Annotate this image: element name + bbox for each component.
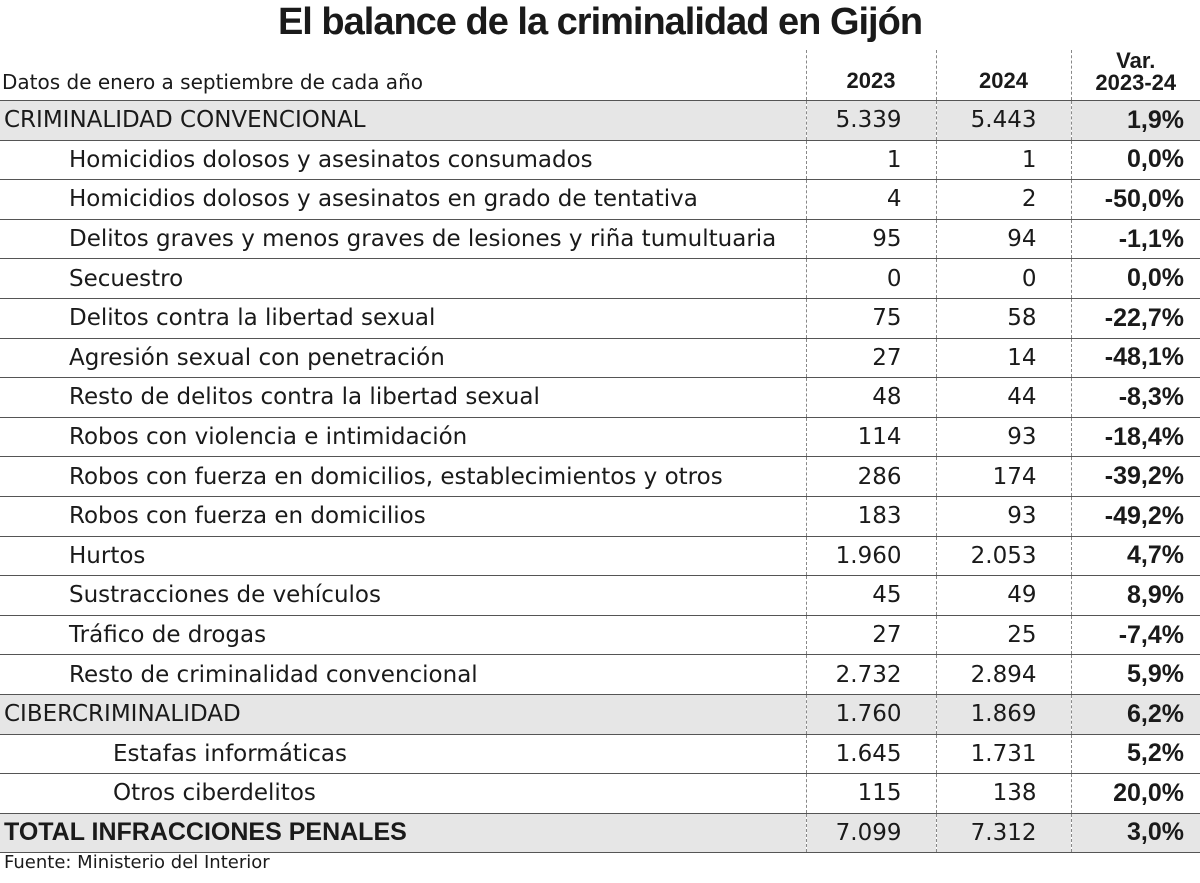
value-2023: 114 <box>806 417 936 457</box>
value-2024: 44 <box>936 378 1071 418</box>
row-label: CRIMINALIDAD CONVENCIONAL <box>0 101 806 141</box>
row-label: Sustracciones de vehículos <box>0 576 806 616</box>
column-header-2023: 2023 <box>806 50 936 101</box>
row-label: Estafas informáticas <box>0 734 806 774</box>
variation-value: 4,7% <box>1071 536 1200 576</box>
value-2024: 138 <box>936 774 1071 814</box>
row-label: Agresión sexual con penetración <box>0 338 806 378</box>
variation-value: -49,2% <box>1071 496 1200 536</box>
row-label: Homicidios dolosos y asesinatos consumados <box>0 140 806 180</box>
table-row <box>0 734 1200 774</box>
crime-table <box>0 50 1200 853</box>
total-row <box>0 813 1200 853</box>
variation-value: 0,0% <box>1071 140 1200 180</box>
table-row <box>0 576 1200 616</box>
variation-value: 3,0% <box>1071 813 1200 853</box>
table-row <box>0 774 1200 814</box>
variation-value: 0,0% <box>1071 259 1200 299</box>
value-2023: 27 <box>806 615 936 655</box>
value-2023: 1.645 <box>806 734 936 774</box>
table-row <box>0 496 1200 536</box>
value-2023: 4 <box>806 180 936 220</box>
value-2024: 2.053 <box>936 536 1071 576</box>
value-2023: 183 <box>806 496 936 536</box>
variation-value: 6,2% <box>1071 694 1200 734</box>
value-2023: 7.099 <box>806 813 936 853</box>
table-row <box>0 417 1200 457</box>
chart-title: El balance de la criminalidad en Gijón <box>277 1 923 43</box>
row-label: Delitos graves y menos graves de lesiones y riña tumultuaria <box>0 219 806 259</box>
table-row <box>0 298 1200 338</box>
row-label: Robos con fuerza en domicilios <box>0 496 806 536</box>
variation-value: -7,4% <box>1071 615 1200 655</box>
table-row <box>0 378 1200 418</box>
row-label: Tráfico de drogas <box>0 615 806 655</box>
row-label: Secuestro <box>0 259 806 299</box>
table-row <box>0 140 1200 180</box>
value-2024: 7.312 <box>936 813 1071 853</box>
table-row <box>0 180 1200 220</box>
row-label: CIBERCRIMINALIDAD <box>0 694 806 734</box>
value-2023: 75 <box>806 298 936 338</box>
value-2023: 27 <box>806 338 936 378</box>
value-2024: 49 <box>936 576 1071 616</box>
header-row <box>0 50 1200 101</box>
variation-value: -22,7% <box>1071 298 1200 338</box>
column-header-2024: 2024 <box>936 50 1071 101</box>
variation-value: -50,0% <box>1071 180 1200 220</box>
value-2023: 95 <box>806 219 936 259</box>
value-2023: 286 <box>806 457 936 497</box>
variation-value: -1,1% <box>1071 219 1200 259</box>
variation-value: -18,4% <box>1071 417 1200 457</box>
variation-header-line2: 2023-24 <box>1095 70 1177 95</box>
category-row <box>0 694 1200 734</box>
table-row <box>0 615 1200 655</box>
value-2023: 5.339 <box>806 101 936 141</box>
row-label: Resto de delitos contra la libertad sexual <box>0 378 806 418</box>
value-2023: 115 <box>806 774 936 814</box>
column-header-variation <box>1071 50 1200 101</box>
row-label: Delitos contra la libertad sexual <box>0 298 806 338</box>
value-2024: 58 <box>936 298 1071 338</box>
value-2023: 1.960 <box>806 536 936 576</box>
source-note: Fuente: Ministerio del Interior <box>4 852 270 873</box>
value-2024: 2 <box>936 180 1071 220</box>
variation-value: 5,9% <box>1071 655 1200 695</box>
subtitle: Datos de enero a septiembre de cada año <box>2 70 423 94</box>
table-row <box>0 338 1200 378</box>
value-2023: 45 <box>806 576 936 616</box>
value-2024: 1 <box>936 140 1071 180</box>
value-2023: 48 <box>806 378 936 418</box>
table-row <box>0 259 1200 299</box>
variation-value: 20,0% <box>1071 774 1200 814</box>
row-label: Homicidios dolosos y asesinatos en grado de tentativa <box>0 180 806 220</box>
row-label: Robos con violencia e intimidación <box>0 417 806 457</box>
row-label: TOTAL INFRACCIONES PENALES <box>0 813 806 853</box>
table-row <box>0 536 1200 576</box>
row-label: Resto de criminalidad convencional <box>0 655 806 695</box>
value-2024: 174 <box>936 457 1071 497</box>
variation-header-line1: Var. <box>1116 50 1156 73</box>
value-2024: 25 <box>936 615 1071 655</box>
table-row <box>0 457 1200 497</box>
row-label: Hurtos <box>0 536 806 576</box>
value-2024: 93 <box>936 417 1071 457</box>
value-2023: 2.732 <box>806 655 936 695</box>
table-row <box>0 655 1200 695</box>
category-row <box>0 101 1200 141</box>
value-2024: 0 <box>936 259 1071 299</box>
row-label: Robos con fuerza en domicilios, establecimientos y otros <box>0 457 806 497</box>
variation-value: -48,1% <box>1071 338 1200 378</box>
table-row <box>0 219 1200 259</box>
variation-value: 8,9% <box>1071 576 1200 616</box>
value-2024: 5.443 <box>936 101 1071 141</box>
value-2023: 1.760 <box>806 694 936 734</box>
value-2024: 93 <box>936 496 1071 536</box>
value-2024: 1.869 <box>936 694 1071 734</box>
value-2023: 0 <box>806 259 936 299</box>
variation-value: -39,2% <box>1071 457 1200 497</box>
value-2024: 2.894 <box>936 655 1071 695</box>
row-label: Otros ciberdelitos <box>0 774 806 814</box>
variation-value: 5,2% <box>1071 734 1200 774</box>
variation-value: 1,9% <box>1071 101 1200 141</box>
value-2024: 1.731 <box>936 734 1071 774</box>
value-2024: 14 <box>936 338 1071 378</box>
variation-value: -8,3% <box>1071 378 1200 418</box>
value-2023: 1 <box>806 140 936 180</box>
value-2024: 94 <box>936 219 1071 259</box>
